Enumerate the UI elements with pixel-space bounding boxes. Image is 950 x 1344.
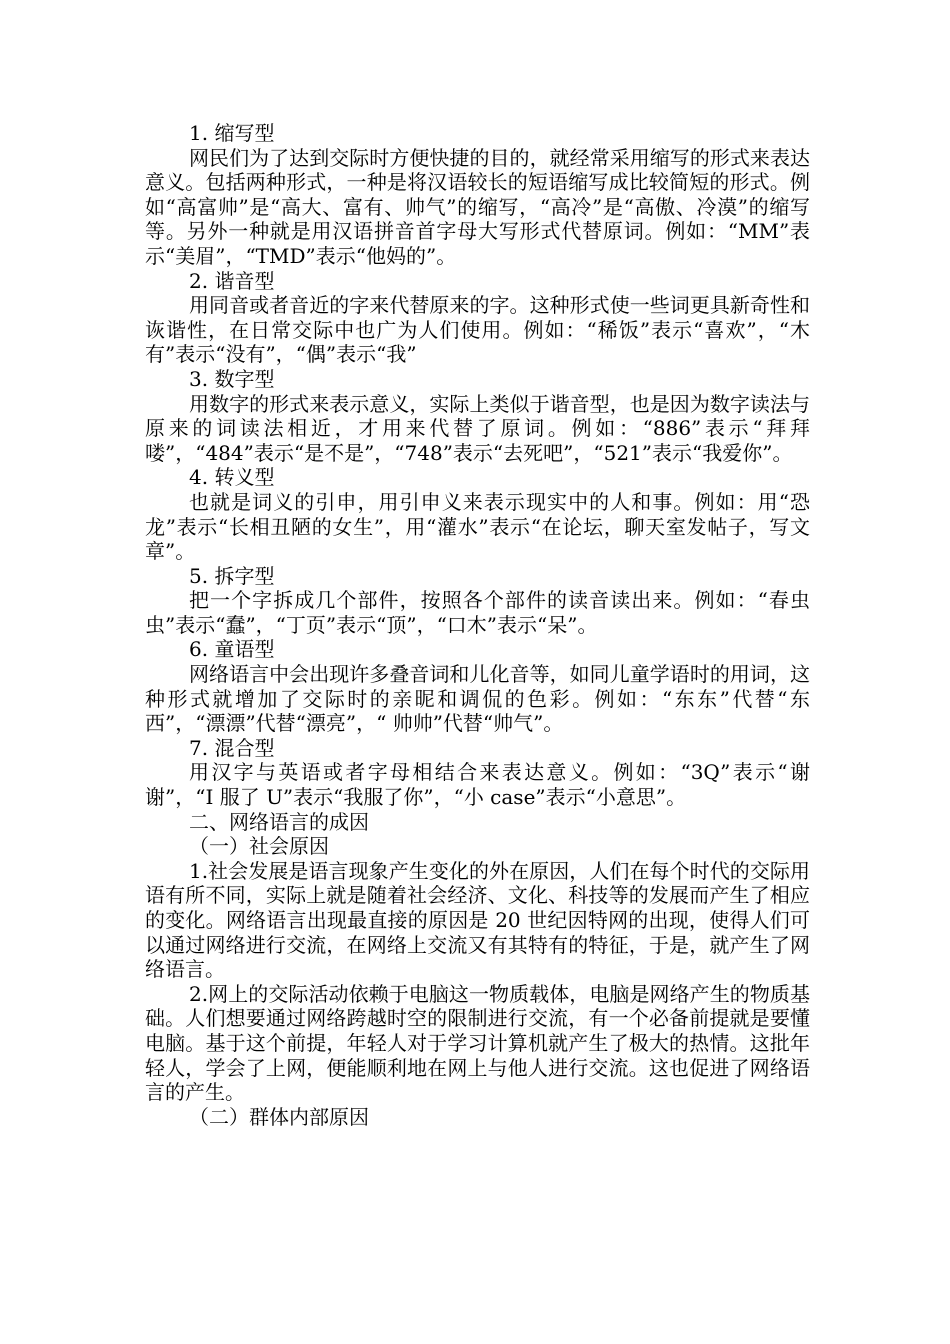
paragraph-semantic-shift: 也就是词义的引申，用引申义来表示现实中的人和事。例如：用“恐龙”表示“长相丑陋的女生”，用“灌水”表示“在论坛，聊天室发帖子，写文章”。 <box>145 489 810 564</box>
paragraph-social-1: 1.社会发展是语言现象产生变化的外在原因，人们在每个时代的交际用语有所不同，实际上就是随着社会经济、文化、科技等的发展而产生了相应的变化。网络语言出现最直接的原因是 20 世纪因特网的出现，使得人们可以通过网络进行交流，在网络上交流又有其特有的特征，于是，就产生了网络语言。 <box>145 858 810 982</box>
heading-mixed: 7. 混合型 <box>189 735 275 760</box>
paragraph-numeric: 用数字的形式来表示意义，实际上类似于谐音型，也是因为数字读法与原来的词读法相近，才用来代替了原词。例如：“886”表示“拜拜喽”，“484”表示“是不是”，“748”表示“去死吧”，“521”表示“我爱你”。 <box>145 391 810 465</box>
heading-numeric: 3. 数字型 <box>189 366 275 391</box>
paragraph-character-split: 把一个字拆成几个部件，按照各个部件的读音读出来。例如：“春虫虫”表示“蠢”，“丁页”表示“顶”，“口木”表示“呆”。 <box>145 588 810 637</box>
document-body <box>145 121 810 1129</box>
subsection-heading-social: （一）社会原因 <box>189 834 329 859</box>
paragraph-mixed: 用汉字与英语或者字母相结合来表达意义。例如：“3Q”表示“谢谢”，“I 服了 U”表示“我服了你”，“小 case”表示“小意思”。 <box>145 760 810 810</box>
paragraph-child-speech: 网络语言中会出现许多叠音词和儿化音等，如同儿童学语时的用词，这种形式就增加了交际时的亲昵和调侃的色彩。例如：“东东”代替“东西”，“漂漂”代替“漂亮”，“ 帅帅”代替“帅气”。 <box>145 662 810 736</box>
paragraph-social-2: 2.网上的交际活动依赖于电脑这一物质载体，电脑是网络产生的物质基础。人们想要通过网络跨越时空的限制进行交流，有一个必备前提就是要懂电脑。基于这个前提，年轻人对于学习计算机就产生了极大的热情。这批年轻人，学会了上网，便能顺利地在网上与他人进行交流。这也促进了网络语言的产生。 <box>145 981 810 1105</box>
section-heading-causes: 二、网络语言的成因 <box>189 809 369 834</box>
heading-homophone: 2. 谐音型 <box>189 268 275 293</box>
heading-character-split: 5. 拆字型 <box>189 563 275 588</box>
paragraph-homophone: 用同音或者音近的字来代替原来的字。这种形式使一些词更具新奇性和诙谐性，在日常交际中也广为人们使用。例如：“稀饭”表示“喜欢”，“木有”表示“没有”，“偶”表示“我” <box>145 293 810 367</box>
heading-abbreviation: 1. 缩写型 <box>189 121 275 145</box>
paragraph-abbreviation: 网民们为了达到交际时方便快捷的目的，就经常采用缩写的形式来表达意义。包括两种形式，一种是将汉语较长的短语缩写成比较简短的形式。例如“高富帅”是“高大、富有、帅气”的缩写，“高冷”是“高傲、冷漠”的缩写等。另外一种就是用汉语拼音首字母大写形式代替原词。例如：“MM”表示“美眉”，“TMD”表示“他妈的”。 <box>145 145 810 268</box>
heading-child-speech: 6. 童语型 <box>189 637 275 662</box>
subsection-heading-group: （二）群体内部原因 <box>189 1104 369 1129</box>
heading-semantic-shift: 4. 转义型 <box>189 465 275 490</box>
